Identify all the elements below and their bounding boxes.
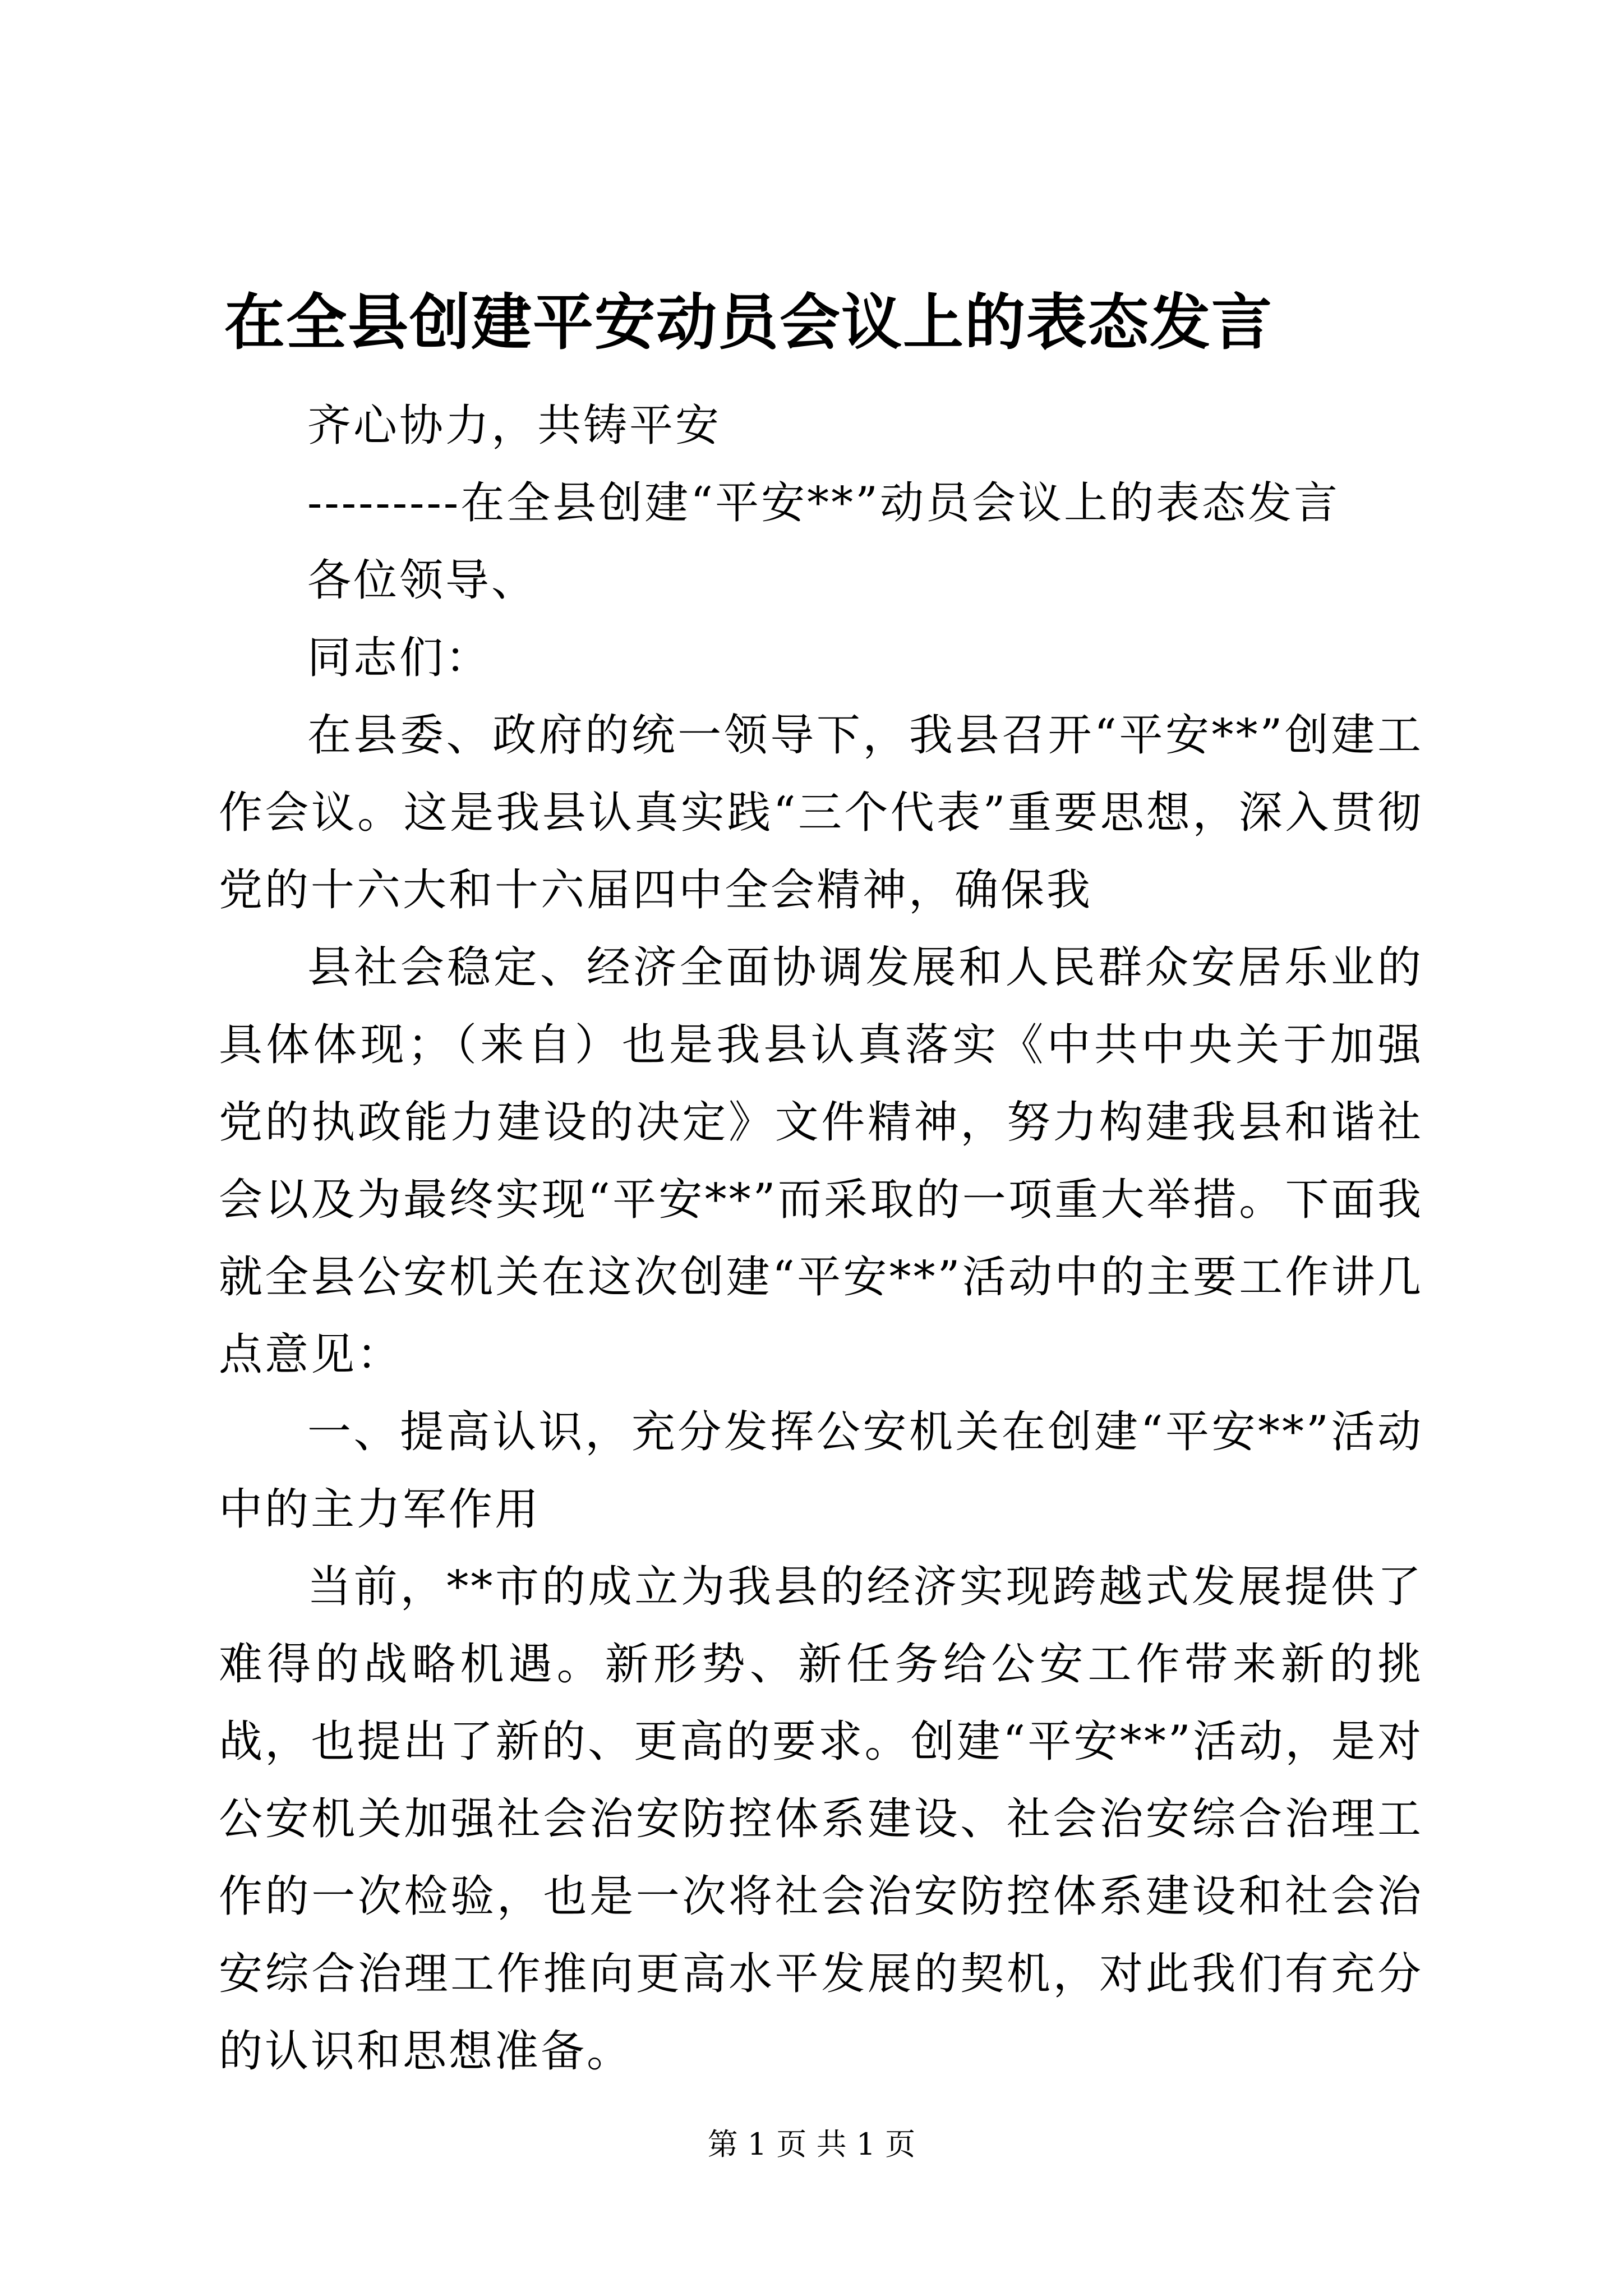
page-footer: 第 1 页 共 1 页 <box>707 2127 916 2162</box>
salutation-comrades: 同志们： <box>307 633 492 683</box>
body-paragraph: 在县委、政府的统一领导下，我县召开“平安**”创建工作会议。这是我县认真实践“三个代表”重要思想，深入贯彻党的十六大和十六届四中全会精神，确保我 <box>219 710 1423 915</box>
section-heading: 一、提高认识，充分发挥公安机关在创建“平安**”活动中的主力军作用 <box>219 1407 1423 1535</box>
body-paragraph: 县社会稳定、经济全面协调发展和人民群众安居乐业的具体体现；（来自）也是我县认真落实《中共中央关于加强党的执政能力建设的决定》文件精神，努力构建我县和谐社会以及为最终实现“平安**”而采取的一项重大举措。下面我就全县公安机关在这次创建“平安**”活动中的主要工作讲几点意见： <box>219 942 1423 1380</box>
salutation-leaders: 各位领导、 <box>307 555 538 606</box>
body-paragraph: 当前，**市的成立为我县的经济实现跨越式发展提供了难得的战略机遇。新形势、新任务给公安工作带来新的挑战，也提出了新的、更高的要求。创建“平安**”活动，是对公安机关加强社会治安防控体系建设、社会治安综合治理工作的一次检验，也是一次将社会治安防控体系建设和社会治安综合治理工作推向更高水平发展的契机，对此我们有充分的认识和思想准备。 <box>219 1562 1423 2077</box>
document-body <box>219 387 1423 2090</box>
document-title: 在全县创建平安动员会议上的表态发言 <box>224 287 1274 358</box>
subtitle-paragraph: 齐心协力，共铸平安 <box>307 401 722 451</box>
subheading-paragraph: ---------在全县创建“平安**”动员会议上的表态发言 <box>307 478 1340 528</box>
